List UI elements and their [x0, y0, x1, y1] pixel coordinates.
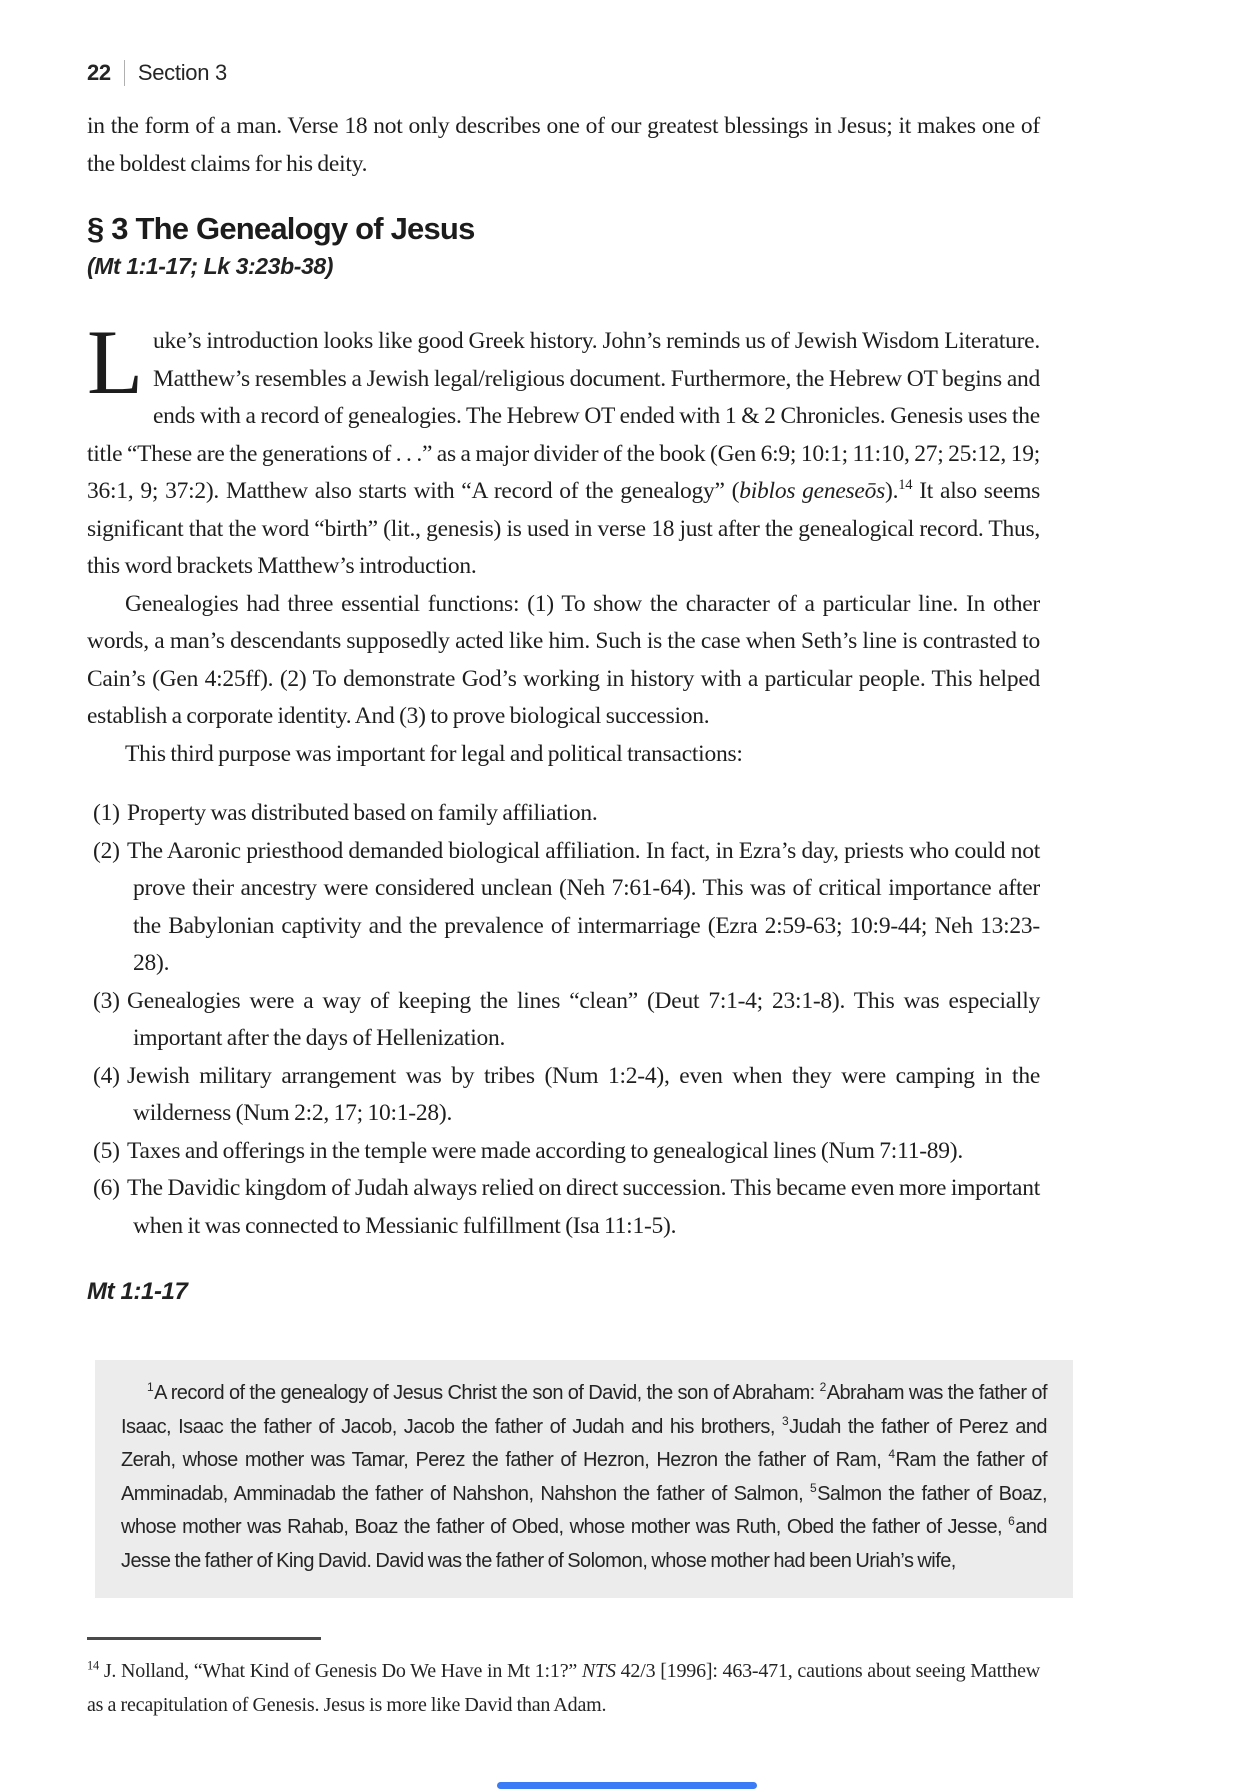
header-section-label: Section 3 — [137, 60, 227, 85]
superscript-marker: 1 — [147, 1380, 154, 1395]
text-run: 42/3 [1996]: 463-471, cautions about seeing Matthew as a recapitulation of Genesis. Jesus is more like David than Adam. — [87, 1660, 1040, 1716]
text-run: A record of the genealogy of Jesus Christ the son of David, the son of Abraham: — [154, 1382, 820, 1404]
list-item-text: Property was distributed based on family affiliation. — [127, 800, 598, 826]
list-item-number: (6) — [93, 1175, 120, 1201]
superscript-marker: 3 — [781, 1413, 789, 1428]
text-run: Judah the father of Perez and Zerah, whose mother was Tamar, Perez the father of Hezron, Hezron the father of Ram, — [121, 1415, 1047, 1471]
italic-text: biblos geneseōs — [739, 478, 885, 504]
superscript-marker: 5 — [809, 1480, 817, 1495]
list-item — [93, 983, 1040, 1058]
list-item-text: The Aaronic priesthood demanded biological affiliation. In fact, in Ezra’s day, priests who could not prove their ancestry were considered unclean (Neh 7:61-64). This was of critical importance after the Babylonian captivity and the prevalence of intermarriage (Ezra 2:59-63; 10:9-44; Neh 13:23-28). — [127, 837, 1040, 976]
running-header — [87, 60, 227, 86]
superscript-marker: 4 — [888, 1447, 895, 1462]
list-item-number: (3) — [93, 987, 120, 1014]
text-run: uke’s introduction looks like good Greek history. John’s reminds us of Jewish Wisdom Literature. Matthew’s resembles a Jewish legal/religious document. Furthermore, the Hebrew OT begins and ends with a record of genealogies. The Hebrew OT ended with 1 & 2 Chronicles. Genesis uses the title “These are the generations of . . .” as a major divider of the book (Gen 6:9; 10:1; 11:10, 27; 25:12, 19; 36:1, 9; 37:2). Matthew also starts with “A record of the genealogy” ( — [87, 328, 1040, 504]
text-run: Ram the father of Amminadab, Amminadab the father of Nahshon, Nahshon the father of Salmon, — [121, 1449, 1048, 1505]
list-item — [93, 833, 1040, 983]
intro-paragraph: in the form of a man. Verse 18 not only describes one of our greatest blessings in Jesus; it makes one of the boldest claims for his deity. — [87, 113, 1040, 177]
footnote — [87, 1654, 1040, 1722]
footnote-rule — [87, 1637, 321, 1640]
text-run: It also seems significant that the word “birth” (lit., genesis) is used in verse 18 just after the genealogical record. Thus, this word brackets Matthew’s introduction. — [87, 478, 1040, 579]
superscript-marker: 6 — [1008, 1514, 1015, 1529]
list-item-text: Taxes and offerings in the temple were made according to genealogical lines (Num 7:11-89). — [127, 1137, 963, 1164]
lead-paragraph — [87, 311, 1040, 586]
list-item-text: Jewish military arrangement was by tribes (Num 1:2-4), even when they were camping in the wilderness (Num 2:2, 17; 10:1-28). — [127, 1062, 1040, 1126]
section-subtitle: (Mt 1:1-17; Lk 3:23b-38) — [87, 253, 334, 279]
superscript-marker: 14 — [898, 477, 913, 494]
drop-cap: L — [87, 311, 143, 413]
superscript-marker: 2 — [819, 1380, 826, 1395]
list-item — [93, 795, 1040, 833]
scripture-quote-box — [95, 1360, 1073, 1598]
list-item-number: (2) — [93, 837, 120, 864]
passage-label: Mt 1:1-17 — [87, 1278, 188, 1305]
italic-text: NTS — [581, 1660, 616, 1682]
text-run: ). — [885, 478, 899, 504]
list-item-number: (1) — [93, 800, 120, 826]
list-item — [93, 1170, 1040, 1245]
list-item — [93, 1058, 1040, 1133]
page-number: 22 — [87, 60, 111, 85]
section-heading: § 3 The Genealogy of Jesus — [87, 211, 475, 246]
list-item — [93, 1133, 1040, 1171]
text-column — [87, 108, 1040, 1311]
text-run: and Jesse the father of King David. David was the father of Solomon, whose mother had been Uriah’s wife, — [121, 1516, 1047, 1572]
superscript-marker: 14 — [87, 1658, 99, 1673]
numbered-list — [87, 795, 1040, 1245]
functions-paragraph: Genealogies had three essential functions: (1) To show the character of a particular line. In other words, a man’s descendants supposedly acted like him. Such is the case when Seth’s line is contrasted to Cain’s (Gen 4:25ff). (2) To demonstrate God’s working in history with a particular people. This helped establish a corporate identity. And (3) to prove biological succession. — [87, 590, 1040, 729]
lead-paragraph-text — [87, 328, 1040, 579]
header-divider — [124, 60, 125, 86]
home-indicator[interactable] — [497, 1782, 757, 1789]
list-item-text: Genealogies were a way of keeping the lines “clean” (Deut 7:1-4; 23:1-8). This was especially important after the days of Hellenization. — [127, 987, 1040, 1051]
text-run: Abraham was the father of Isaac, Isaac the father of Jacob, Jacob the father of Judah and his brothers, — [121, 1382, 1047, 1438]
list-item-number: (4) — [93, 1062, 120, 1089]
text-run: J. Nolland, “What Kind of Genesis Do We Have in Mt 1:1?” — [99, 1660, 582, 1682]
third-purpose-paragraph: This third purpose was important for legal and political transactions: — [125, 740, 743, 767]
list-item-text: The Davidic kingdom of Judah always relied on direct succession. This became even more important when it was connected to Messianic fulfillment (Isa 11:1-5). — [127, 1175, 1040, 1239]
scripture-text — [121, 1377, 1047, 1578]
text-run: Salmon the father of Boaz, whose mother was Rahab, Boaz the father of Obed, whose mother was Ruth, Obed the father of Jesse, — [121, 1482, 1048, 1538]
list-item-number: (5) — [93, 1137, 120, 1164]
